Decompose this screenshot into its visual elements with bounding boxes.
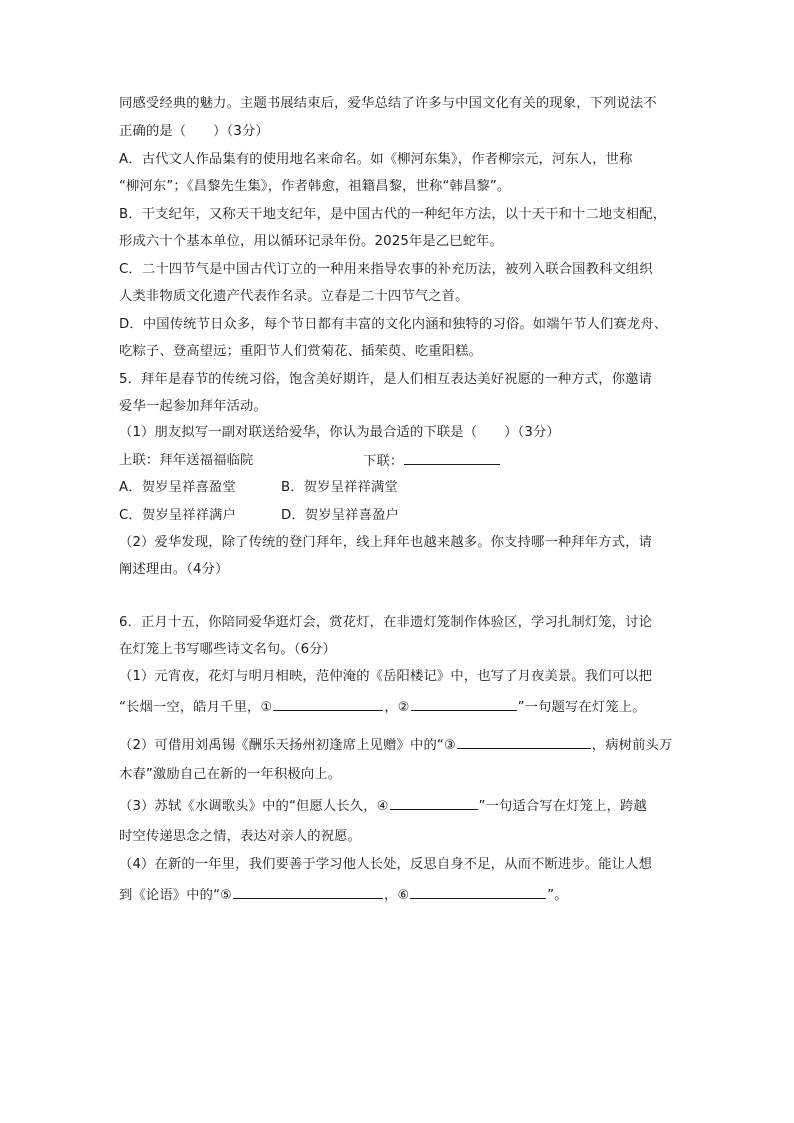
q4-option-d-line1: D．中国传统节日众多，每个节日都有丰富的文化内涵和独特的习俗。如端午节人们赛龙舟、 — [119, 317, 668, 332]
fill-blank-1[interactable] — [273, 698, 383, 711]
fill-blank-6[interactable] — [410, 886, 546, 899]
fill-blank-4[interactable] — [390, 797, 478, 810]
q6-part1-suffix: ”一句题写在灯笼上。 — [517, 700, 646, 715]
blank-marker-1: ① — [260, 700, 273, 715]
q5-part1: （1）朋友拟写一副对联送给爱华，你认为最合适的下联是（ ）（3分） — [119, 425, 560, 440]
couplet-lower-label: 下联： — [363, 454, 404, 469]
q6-part1-line1: （1）元宵夜，花灯与明月相映，范仲淹的《岳阳楼记》中，也写了月夜美景。我们可以把 — [119, 669, 653, 684]
q4-option-d-line2: 吃粽子、登高望远；重阳节人们赏菊花、插茱萸、吃重阳糕。 — [119, 344, 483, 359]
q6-part2-prefix: （2）可借用刘禹锡《酬乐天扬州初逢席上见赠》中的“ — [119, 738, 444, 753]
couplet-lower-blank[interactable] — [404, 452, 500, 465]
q5-option-a: A．贺岁呈祥喜盈堂 — [119, 480, 236, 495]
q4-option-b-line2: 形成六十个基本单位，用以循环记录年份。2025年是乙巳蛇年。 — [119, 234, 504, 249]
q6-part3-line2: 时空传递思念之情，表达对亲人的祝愿。 — [119, 829, 362, 844]
q6-part2-line2: 木春”激励自己在新的一年积极向上。 — [119, 767, 342, 782]
q4-option-c-line2: 人类非物质文化遗产代表作名录。立春是二十四节气之首。 — [119, 289, 469, 304]
couplet-lower-line — [363, 452, 501, 471]
blank-marker-6: ⑥ — [397, 888, 410, 903]
q5-option-d: D．贺岁呈祥喜盈户 — [281, 508, 399, 523]
blank-marker-4: ④ — [376, 799, 389, 814]
q6-part1-line2 — [119, 698, 646, 717]
q6-part3-line1 — [119, 797, 647, 816]
q6-stem-line1: 6．正月十五，你陪同爱华逛灯会，赏花灯，在非遗灯笼制作体验区，学习扎制灯笼，讨论 — [119, 615, 653, 630]
q5-option-c: C．贺岁呈祥祥满户 — [119, 508, 237, 523]
fill-blank-5[interactable] — [233, 886, 383, 899]
q6-part4-line2 — [119, 886, 568, 905]
q5-part2-line2: 阐述理由。（4分） — [119, 562, 229, 577]
q6-part3-suffix: ”一句适合写在灯笼上，跨越 — [478, 799, 647, 814]
q5-stem-line2: 爱华一起参加拜年活动。 — [119, 399, 267, 414]
blank-marker-5: ⑤ — [220, 888, 232, 903]
fill-blank-3[interactable] — [457, 736, 591, 749]
q5-option-b: B．贺岁呈祥祥满堂 — [281, 480, 398, 495]
q6-part2-line1 — [119, 736, 672, 755]
q5-stem-line1: 5．拜年是春节的传统习俗，饱含美好期许，是人们相互表达美好祝愿的一种方式，你邀请 — [119, 372, 653, 387]
q6-part1-separator: ， — [384, 700, 398, 715]
q4-stem-line2: 正确的是（ ）（3分） — [119, 124, 269, 139]
q6-part2-suffix: ，病树前头万 — [591, 738, 673, 753]
q6-part4-suffix: ”。 — [547, 888, 568, 903]
q6-part4-line1: （4）在新的一年里，我们要善于学习他人长处，反思自身不足，从而不断进步。能让人想 — [119, 857, 653, 872]
q6-part3-prefix: （3）苏轼《水调歌头》中的“但愿人长久， — [119, 799, 377, 814]
blank-marker-3: ③ — [443, 738, 456, 753]
q4-option-c-line1: C．二十四节气是中国古代订立的一种用来指导农事的补充历法，被列入联合国教科文组织 — [119, 262, 653, 277]
fill-blank-2[interactable] — [411, 698, 517, 711]
q6-part1-prefix: “长烟一空，皓月千里， — [119, 700, 261, 715]
blank-marker-2: ② — [397, 700, 410, 715]
q6-stem-line2: 在灯笼上书写哪些诗文名句。（6分） — [119, 642, 337, 657]
couplet-upper-line: 上联：拜年送福福临院 — [119, 453, 254, 468]
q4-stem-line1: 同感受经典的魅力。主题书展结束后，爱华总结了许多与中国文化有关的现象，下列说法不 — [119, 96, 657, 111]
q4-option-b-line1: B．干支纪年，又称天干地支纪年，是中国古代的一种纪年方法，以十天干和十二地支相配， — [119, 207, 667, 222]
q4-option-a-line1: A．古代文人作品集有的使用地名来命名。如《柳河东集》，作者柳宗元，河东人，世称 — [119, 152, 633, 167]
q4-option-a-line2: “柳河东”；《昌黎先生集》，作者韩愈，祖籍昌黎，世称“韩昌黎”。 — [119, 179, 511, 194]
q6-part4-prefix: 到《论语》中的“ — [119, 888, 221, 903]
q5-part2-line1: （2）爱华发现，除了传统的登门拜年，线上拜年也越来越多。你支持哪一种拜年方式，请 — [119, 535, 653, 550]
q6-part4-separator: ， — [383, 888, 398, 903]
